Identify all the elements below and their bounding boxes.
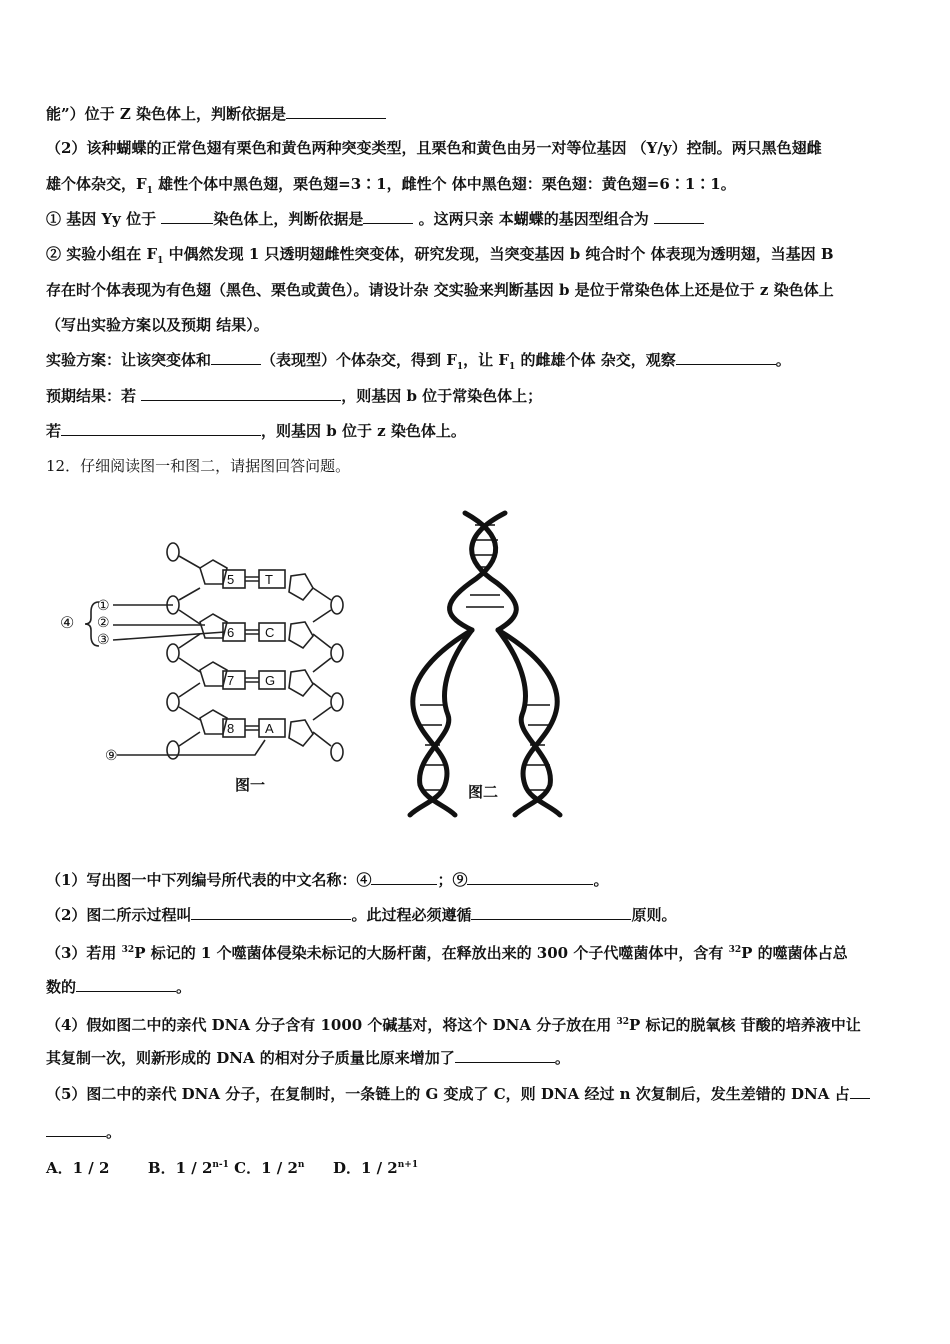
answer-blank[interactable] — [286, 104, 386, 119]
q12-sub3-line2: 数的 。 — [46, 978, 192, 996]
q12-sub5: （5）图二中的亲代 DNA 分子，在复制时，一条链上的 G 变成了 C，则 DNA 经过 n 次复制后，发生差错的 DNA 占 — [46, 1084, 870, 1104]
answer-blank[interactable] — [76, 977, 176, 992]
expected-result: 预期结果：若 ，则基因 b 位于常染色体上； — [46, 387, 543, 405]
fig1-bottom-label: ⑨ — [105, 747, 118, 763]
fig1-label: ① — [97, 597, 110, 613]
answer-blank[interactable] — [191, 905, 351, 920]
answer-blank[interactable] — [471, 905, 631, 920]
fig1-number: 8 — [227, 721, 235, 736]
expected-result-2: 若 ，则基因 b 位于 z 染色体上。 — [46, 422, 466, 440]
fig1-number: 7 — [227, 673, 235, 688]
experiment-plan: 实验方案：让该突变体和 （表现型）个体杂交，得到 $F_1$，让 $F_1$ 的雌雄个体 杂交，观察 。 — [46, 351, 791, 372]
q2-line1: （2）该种蝴蝶的正常色翅有栗色和黄色两种突变类型，且栗色和黄色由另一对等位基因 （Y/y）控制。两只黑色翅雌 — [46, 139, 822, 157]
figure-2-dna-replication — [400, 505, 580, 825]
answer-blank[interactable] — [676, 350, 776, 365]
answer-blank[interactable] — [850, 1084, 870, 1099]
option-d[interactable]: D．$1 / 2^{n+1}$ — [332, 1159, 419, 1177]
fig1-label: ② — [97, 614, 110, 630]
fig1-base: G — [265, 673, 276, 688]
option-b[interactable]: B．1 / 2$^{n-1}$ — [147, 1159, 229, 1177]
option-a[interactable]: A．1 / 2 — [46, 1159, 110, 1177]
fig1-base: T — [265, 572, 273, 587]
q12-sub5-line2: 。 — [46, 1122, 121, 1142]
fig1-label: ③ — [97, 631, 110, 647]
answer-blank[interactable] — [61, 421, 261, 436]
fig2-caption: 图二 — [468, 784, 499, 801]
prev-question-tail: 能”）位于 Z 染色体上，判断依据是 — [46, 104, 386, 124]
answer-blank[interactable] — [46, 1122, 106, 1137]
q12-sub1: （1）写出图一中下列编号所代表的中文名称：④ ；⑨ 。 — [46, 871, 609, 889]
q2-sub2-line3: （写出实验方案以及预期 结果）。 — [46, 316, 269, 334]
fig1-caption: 图一 — [235, 777, 266, 794]
fig1-base: A — [265, 721, 274, 736]
answer-blank[interactable] — [371, 870, 437, 885]
q12-options — [46, 1155, 418, 1178]
answer-blank[interactable] — [363, 209, 413, 224]
q12-title: 12．仔细阅读图一和图二，请据图回答问题。 — [46, 457, 351, 475]
fig1-number: 5 — [227, 572, 235, 587]
fig1-number: 6 — [227, 625, 235, 640]
figure-1-dna-structure — [55, 530, 355, 800]
fig1-brace-label: ④ — [60, 615, 75, 632]
answer-blank[interactable] — [161, 209, 213, 224]
q12-sub4: （4）假如图二中的亲代 DNA 分子含有 1000 个碱基对，将这个 DNA 分子放在用 $^{32}$P 标记的脱氧核 苷酸的培养液中让 — [46, 1016, 861, 1034]
q12-sub4-line2: 其复制一次，则新形成的 DNA 的相对分子质量比原来增加了 。 — [46, 1049, 570, 1067]
fig1-base: C — [265, 625, 275, 640]
q2-sub2-line2: 存在时个体表现为有色翅（黑色、栗色或黄色）。请设计杂 交实验来判断基因 b 是位于常染色体上还是位于 z 染色体上 — [46, 281, 834, 299]
answer-blank[interactable] — [211, 350, 261, 365]
answer-blank[interactable] — [455, 1048, 555, 1063]
q2-sub1: ① 基因 Yy 位于 染色体上，判断依据是 。这两只亲 本蝴蝶的基因型组合为 — [46, 209, 704, 229]
q12-sub3: （3）若用 $^{32}$P 标记的 1 个噬菌体侵染未标记的大肠杆菌，在释放出来的 300 个子代噬菌体中，含有 $^{32}$P 的噬菌体占总 — [46, 944, 848, 962]
option-c[interactable]: C．1 / 2$^n$ — [234, 1159, 305, 1177]
q12-sub2: （2）图二所示过程叫 。此过程必须遵循 原则。 — [46, 906, 677, 924]
q2-line2: 雄个体杂交，$F_1$ 雄性个体中黑色翅，栗色翅=3∶1，雌性个 体中黑色翅：栗色翅：黄色翅=6∶1∶1。 — [46, 175, 736, 196]
answer-blank[interactable] — [141, 386, 341, 401]
answer-blank[interactable] — [654, 209, 704, 224]
answer-blank[interactable] — [467, 870, 593, 885]
q2-sub2-line1: ② 实验小组在 $F_1$ 中偶然发现 1 只透明翅雌性突变体，研究发现，当突变基因 b 纯合时个 体表现为透明翅，当基因 B — [46, 245, 834, 266]
